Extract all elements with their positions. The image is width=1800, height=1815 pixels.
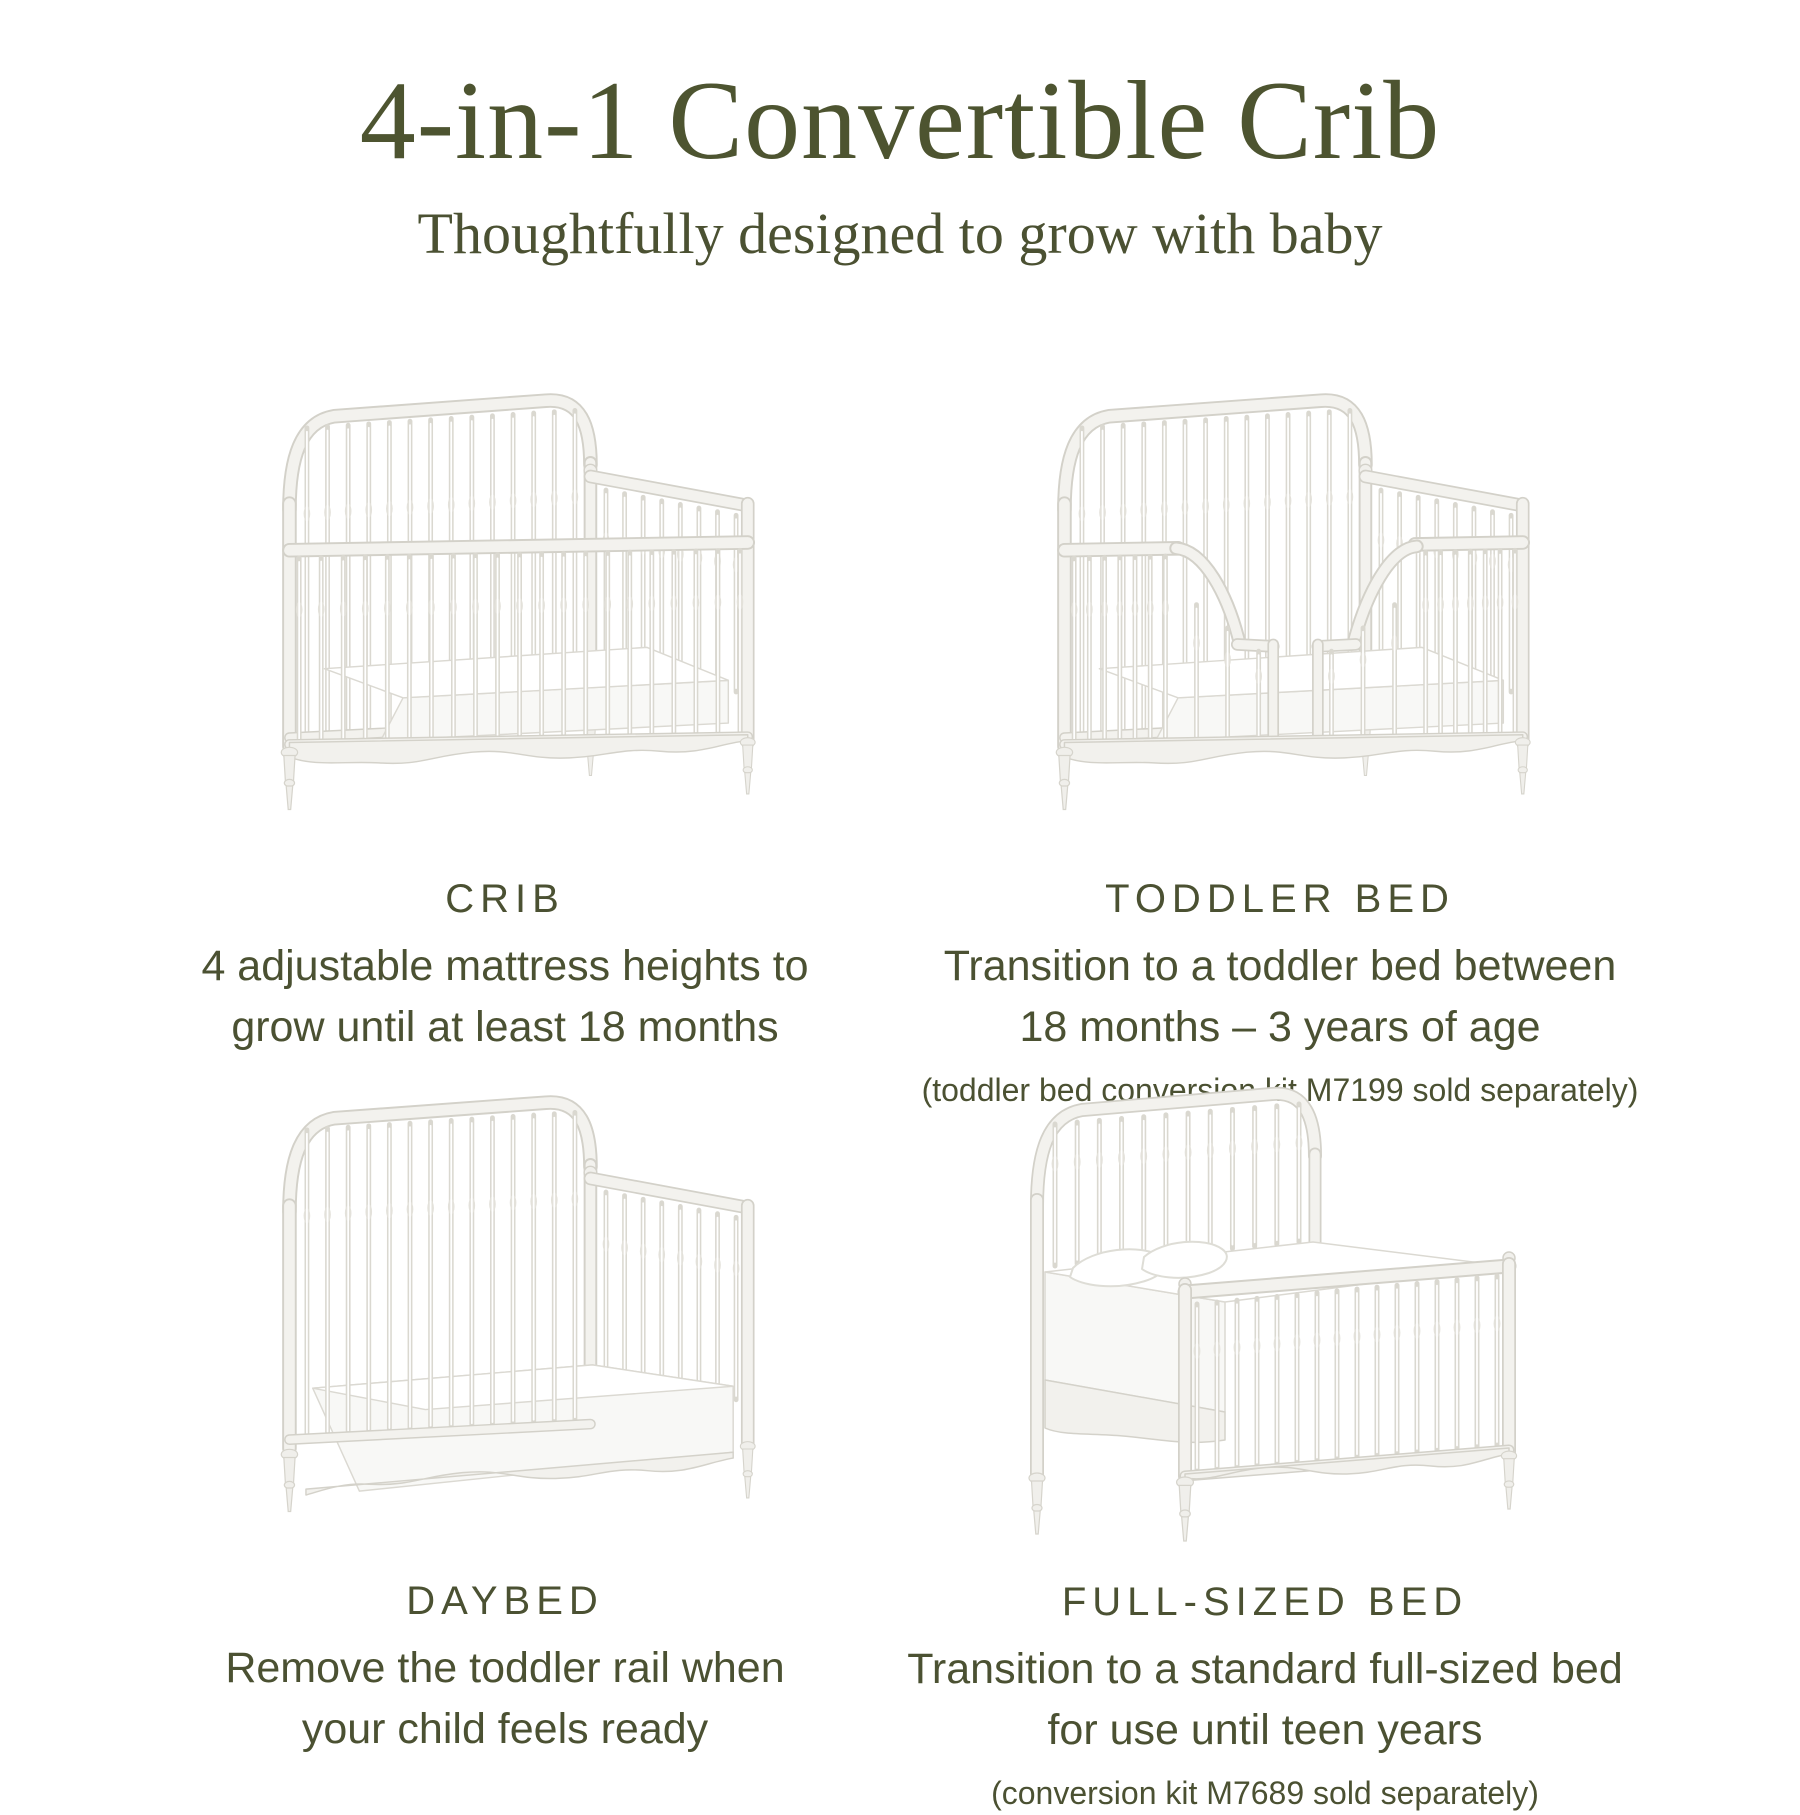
stage-card-crib xyxy=(140,356,870,1058)
stage-description: Remove the toddler rail when your child feels ready xyxy=(225,1644,785,1754)
stage-note: (toddler bed conversion kit M7199 sold separately) xyxy=(921,1072,1639,1109)
stage-card-toddler-bed xyxy=(900,356,1660,1112)
page-subtitle: Thoughtfully designed to grow with baby xyxy=(417,201,1383,266)
crib-illustration xyxy=(204,356,806,861)
full-sized-bed-illustration xyxy=(945,1044,1585,1564)
stage-label: DAYBED xyxy=(406,1579,604,1623)
daybed-illustration xyxy=(204,1058,806,1563)
stage-description: Transition to a standard full-sized bed for use until teen years xyxy=(907,1645,1623,1755)
stage-description: 4 adjustable mattress heights to grow until at least 18 months xyxy=(201,942,809,1052)
stage-label: CRIB xyxy=(445,877,565,921)
stage-note: (conversion kit M7689 sold separately) xyxy=(991,1775,1539,1812)
stage-label: FULL-SIZED BED xyxy=(1061,1580,1469,1624)
stage-card-daybed xyxy=(140,1058,870,1760)
stage-card-full-sized-bed xyxy=(880,1044,1650,1815)
toddler-bed-illustration xyxy=(979,356,1581,861)
stage-description: Transition to a toddler bed between 18 months – 3 years of age xyxy=(943,942,1617,1052)
page-title: 4-in-1 Convertible Crib xyxy=(359,59,1441,183)
stage-label: TODDLER BED xyxy=(1105,877,1455,921)
